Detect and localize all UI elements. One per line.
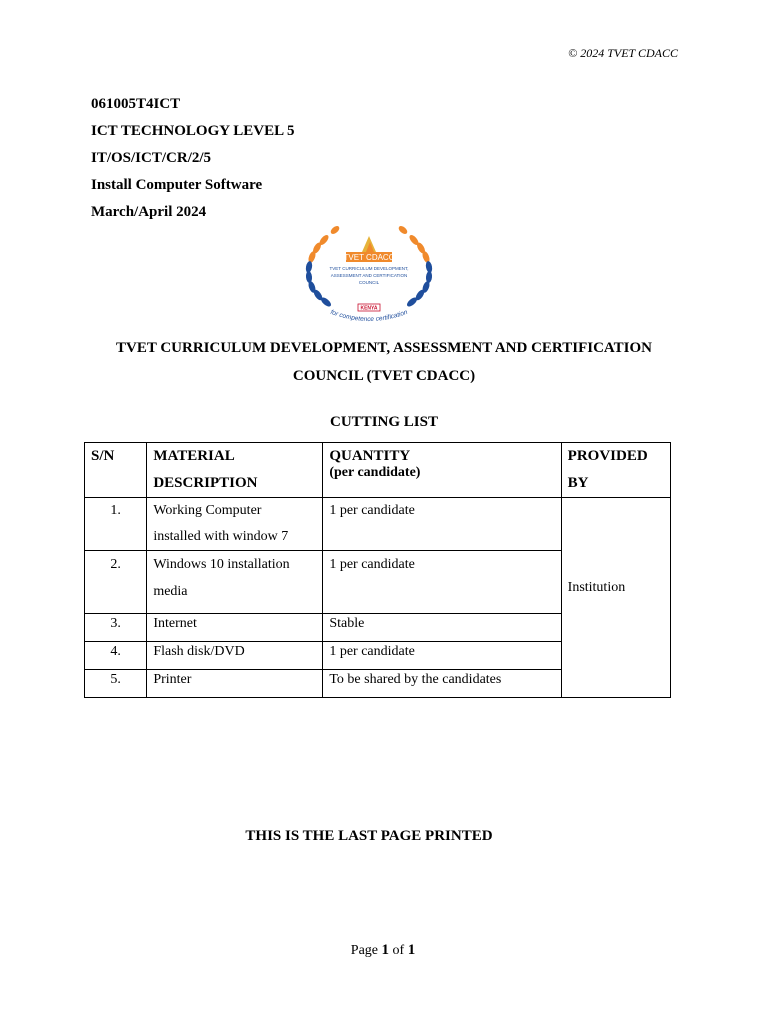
header-quantity: [323, 443, 561, 498]
header-sn: [85, 443, 147, 498]
row-material-line1: Windows 10 installation: [153, 557, 290, 572]
unit-title: Install Computer Software: [91, 177, 263, 193]
table-row: [85, 498, 671, 551]
flame-icon: [362, 236, 376, 252]
of-word: of: [392, 943, 405, 958]
page-footer: [0, 942, 766, 959]
row-sn: 5.: [85, 670, 147, 698]
header-quantity-sub: (per candidate): [329, 465, 421, 480]
row-quantity: Stable: [323, 614, 561, 642]
page-total: 1: [407, 942, 416, 958]
row-material: Printer: [147, 670, 323, 698]
cutting-list-title: CUTTING LIST: [330, 414, 438, 430]
header-provided-by: [561, 443, 670, 498]
page-number: 1: [381, 942, 390, 958]
row-quantity: 1 per candidate: [323, 551, 561, 614]
header-quantity-label: QUANTITY: [329, 448, 411, 464]
row-material: Flash disk/DVD: [147, 642, 323, 670]
row-material-line1: Working Computer: [153, 503, 262, 518]
row-quantity: To be shared by the candidates: [323, 670, 561, 698]
provided-by-cell: [561, 498, 670, 698]
row-quantity: 1 per candidate: [323, 642, 561, 670]
page-word: Page: [350, 943, 379, 958]
header-material: [147, 443, 323, 498]
row-sn: 4.: [85, 642, 147, 670]
row-sn: 2.: [85, 551, 147, 614]
header-provided-line1: PROVIDED: [567, 448, 648, 464]
row-material: [147, 498, 323, 551]
header-material-line2: DESCRIPTION: [153, 475, 258, 491]
header-material-line1: MATERIAL: [153, 448, 235, 464]
header-sn-label: S/N: [91, 448, 115, 464]
cutting-list-table: [84, 442, 671, 698]
provided-by-value: Institution: [567, 579, 626, 595]
copyright-notice: © 2024 TVET CDACC: [568, 46, 678, 60]
header-provided-line2: BY: [567, 475, 589, 491]
logo-motto: for competence certification: [329, 308, 409, 324]
row-material: Internet: [147, 614, 323, 642]
row-material-line2: installed with window 7: [153, 529, 289, 544]
row-sn: 1.: [85, 498, 147, 551]
logo-line2: ASSESSMENT AND CERTIFICATION: [330, 273, 408, 278]
council-line1: TVET CURRICULUM DEVELOPMENT, ASSESSMENT AND CERTIFICATION: [116, 340, 652, 356]
tvet-cdacc-logo: [300, 224, 438, 328]
council-line2: COUNCIL (TVET CDACC): [292, 368, 476, 384]
row-material: [147, 551, 323, 614]
logo-banner: TVET CDACC: [343, 253, 395, 262]
council-name: [0, 334, 768, 390]
table-header-row: [85, 443, 671, 498]
course-title: ICT TECHNOLOGY LEVEL 5: [91, 123, 295, 139]
paper-code: 061005T4ICT: [91, 96, 181, 112]
logo-country: KENYA: [360, 305, 378, 312]
exam-header: [91, 91, 295, 226]
row-quantity: 1 per candidate: [323, 498, 561, 551]
logo-line1: TVET CURRICULUM DEVELOPMENT,: [329, 266, 409, 271]
logo-line3: COUNCIL: [358, 280, 380, 285]
last-page-notice: THIS IS THE LAST PAGE PRINTED: [245, 828, 493, 844]
row-material-line2: media: [153, 584, 188, 599]
unit-code: IT/OS/ICT/CR/2/5: [91, 150, 212, 166]
row-sn: 3.: [85, 614, 147, 642]
exam-date: March/April 2024: [91, 204, 207, 220]
